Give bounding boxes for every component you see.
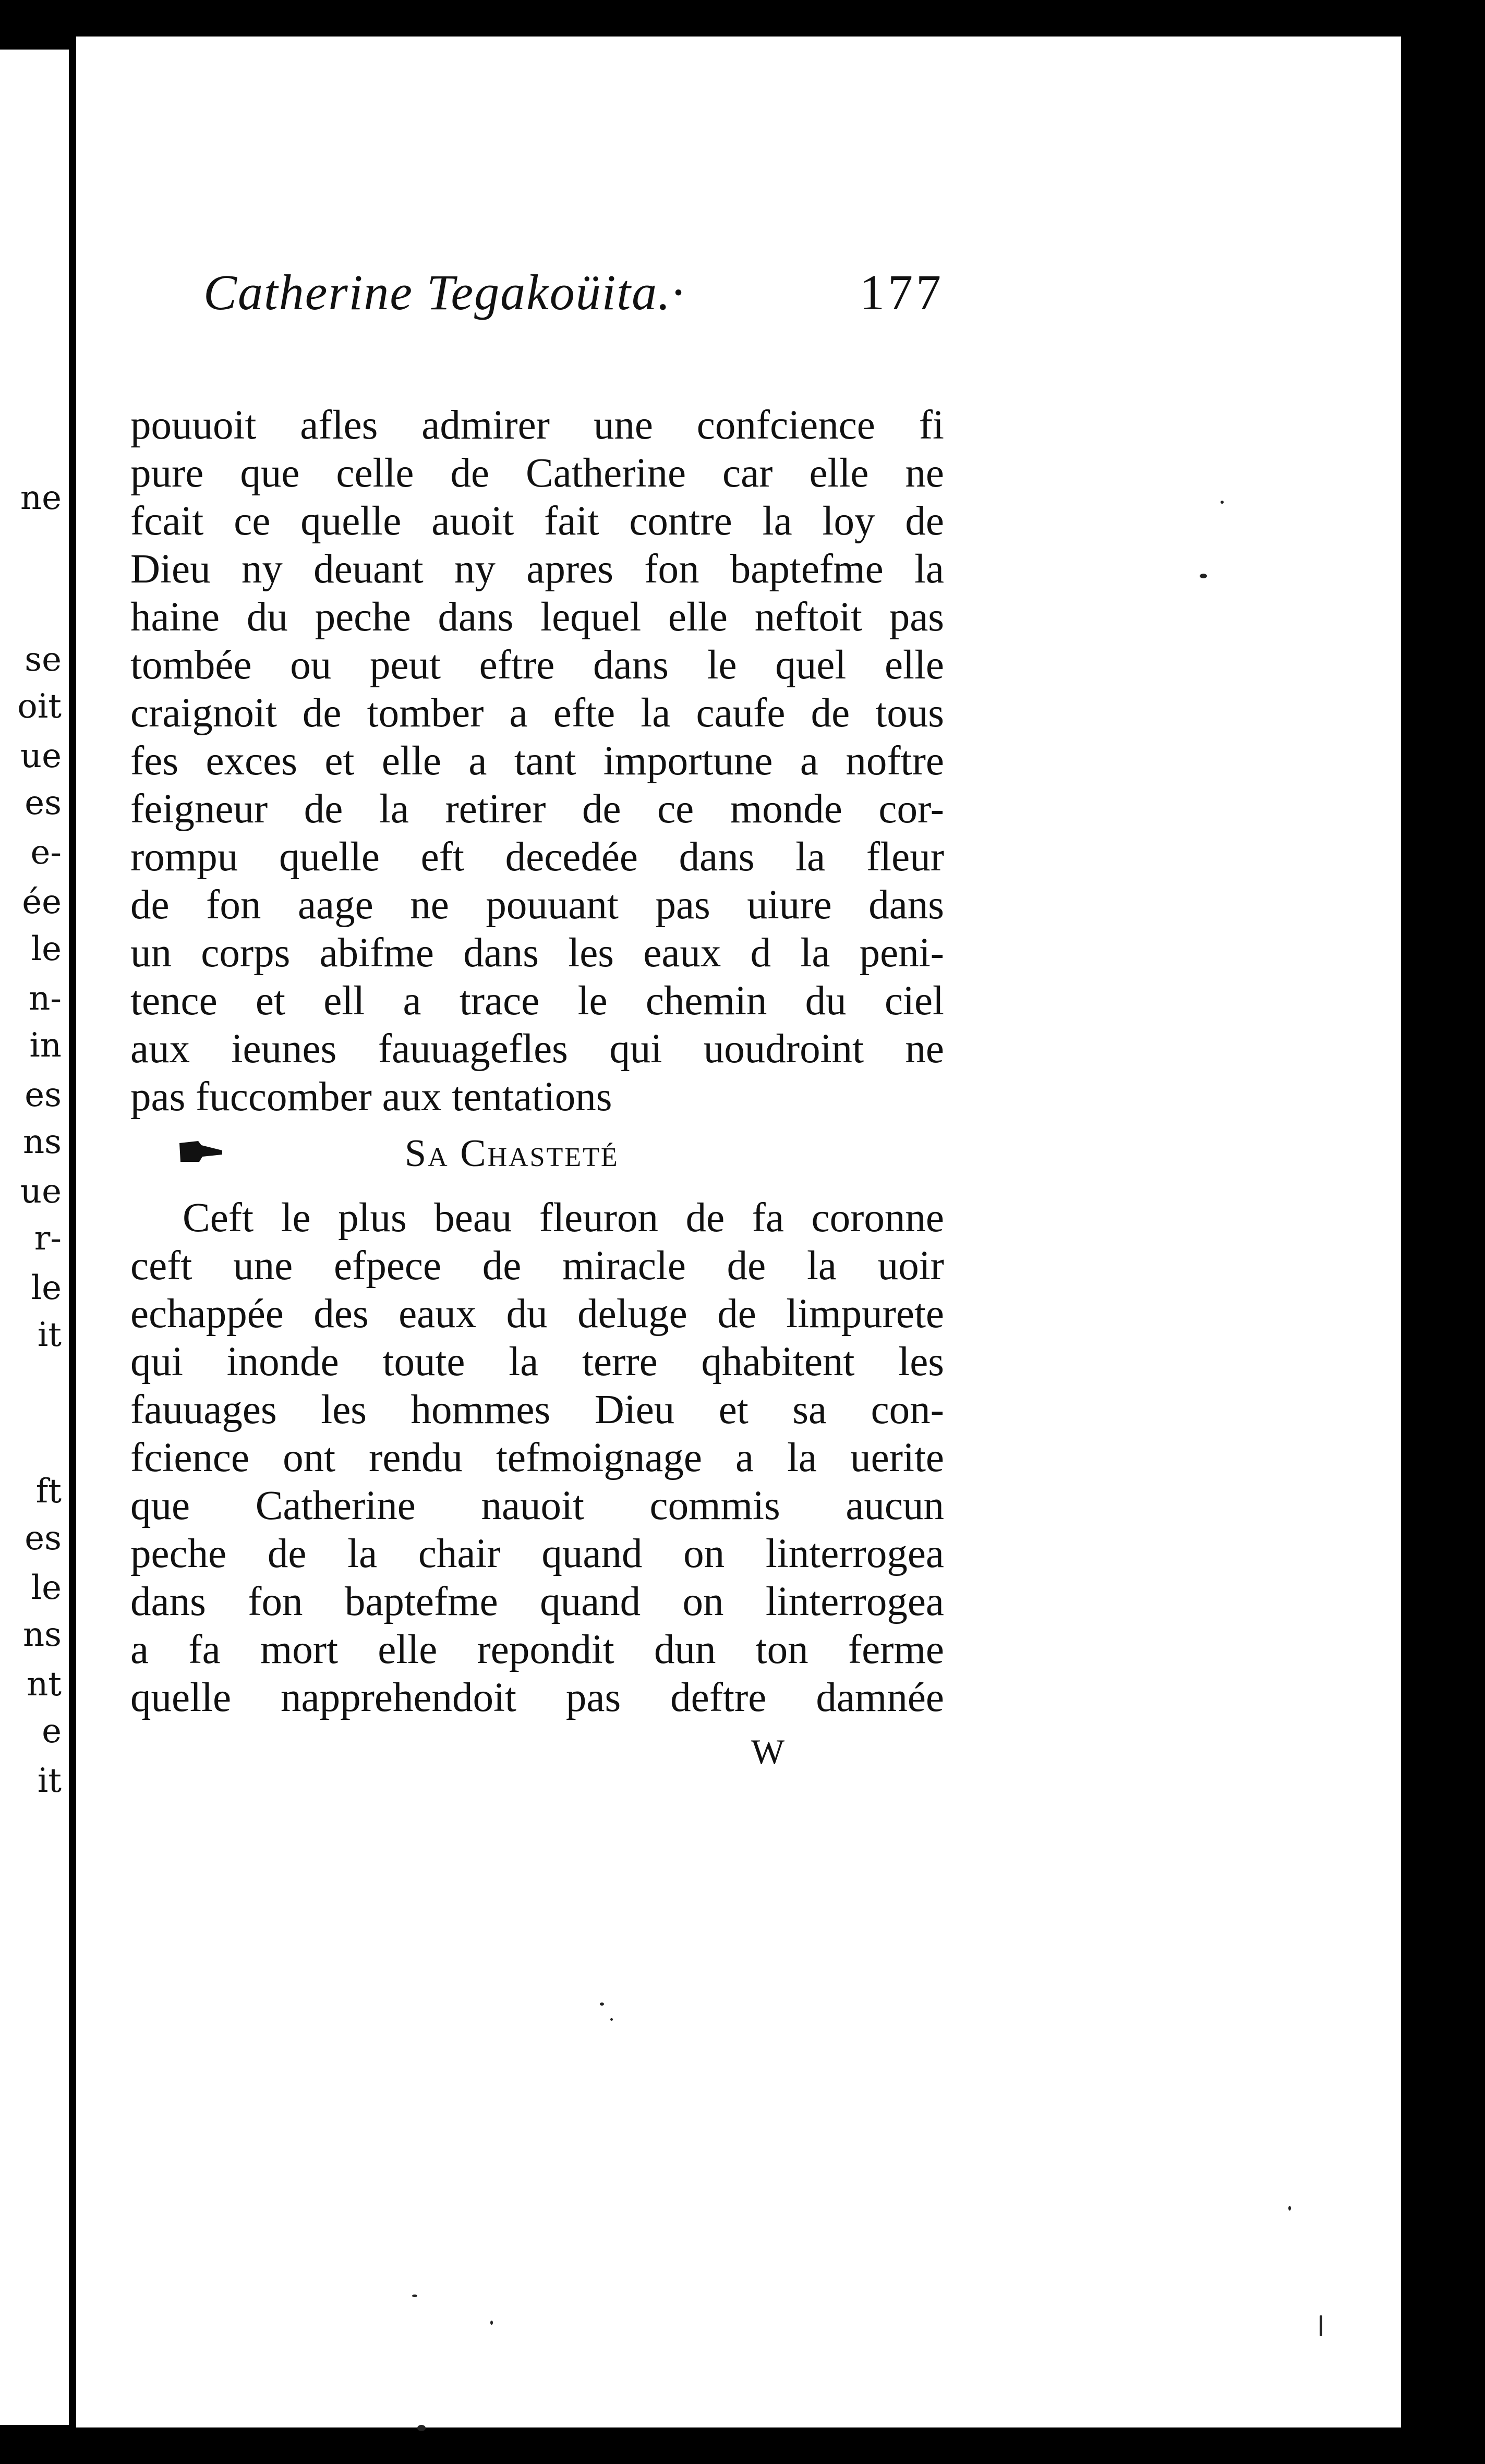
page-number: 177	[860, 264, 944, 320]
adjacent-page-fragment: le	[31, 930, 62, 968]
text-line: fauuages les hommes Dieu et sa con-	[130, 1387, 944, 1433]
adjacent-page-fragment: it	[37, 1762, 62, 1800]
text-line: a fa mort elle repondit dun ton ferme	[130, 1627, 944, 1672]
text-line: quelle napprehendoit pas deftre damnée	[130, 1675, 944, 1720]
running-title: Catherine Tegakoüita.·	[203, 264, 685, 320]
adjacent-page-fragment: ue	[20, 1172, 62, 1211]
text-line: echappée des eaux du deluge de limpurete	[130, 1291, 944, 1337]
scan-speck	[417, 2425, 426, 2431]
adjacent-page-fragment: ft	[35, 1472, 62, 1511]
adjacent-page-fragment: ns	[22, 1616, 62, 1654]
adjacent-page-fragment: ns	[22, 1123, 62, 1161]
adjacent-page-fragment: e-	[30, 833, 62, 872]
scan-speck	[600, 2002, 604, 2006]
text-line: pouuoit afles admirer une confcience fi	[130, 403, 944, 448]
text-line: fcait ce quelle auoit fait contre la loy de	[130, 499, 944, 544]
section-title: Sa Chasteté	[405, 1132, 619, 1175]
adjacent-page-text	[0, 50, 69, 2425]
text-line: fes exces et elle a tant importune a noftre	[130, 738, 944, 784]
text-line: que Catherine nauoit commis aucun	[130, 1483, 944, 1528]
adjacent-page-fragment: nt	[27, 1665, 62, 1704]
paragraph-chastity	[130, 1194, 944, 1722]
book-spine	[69, 47, 76, 2430]
text-line: feigneur de la retirer de ce monde cor-	[130, 786, 944, 832]
text-line: pure que celle de Catherine car elle ne	[130, 451, 944, 496]
adjacent-page-fragment: oit	[17, 687, 62, 726]
adjacent-page-fragment: r-	[34, 1219, 62, 1258]
scan-bottom-edge	[0, 2430, 1485, 2464]
scan-speck	[610, 2018, 613, 2021]
paragraph-conscience	[130, 402, 944, 1121]
scan-speck	[412, 2295, 417, 2297]
text-line: haine du peche dans lequel elle neftoit pas	[130, 594, 944, 640]
adjacent-page-fragment: n-	[29, 979, 62, 1018]
text-line: Dieu ny deuant ny apres fon baptefme la	[130, 547, 944, 592]
adjacent-page-fragment: es	[25, 1076, 62, 1114]
adjacent-page-fragment: ne	[20, 479, 62, 517]
text-line: de fon aage ne pouuant pas uiure dans	[130, 882, 944, 928]
adjacent-page-fragment: le	[31, 1269, 62, 1307]
text-line: dans fon baptefme quand on linterrogea	[130, 1579, 944, 1624]
section-heading	[125, 1132, 944, 1179]
text-line: craignoit de tomber a efte la caufe de tous	[130, 690, 944, 736]
text-line: qui inonde toute la terre qhabitent les	[130, 1339, 944, 1385]
adjacent-page-fragment: ue	[20, 737, 62, 775]
text-line: pas fuccomber aux tentations	[130, 1074, 612, 1120]
adjacent-page-fragment: le	[31, 1569, 62, 1607]
text-line: Ceft le plus beau fleuron de fa coronne	[183, 1195, 944, 1241]
adjacent-page-edge	[0, 50, 69, 2425]
text-line: rompu quelle eft decedée dans la fleur	[130, 834, 944, 880]
scan-speck	[1320, 2315, 1322, 2336]
text-line: un corps abifme dans les eaux d la peni-	[130, 930, 944, 976]
adjacent-page-fragment: es	[25, 1519, 62, 1558]
adjacent-page-fragment: es	[25, 784, 62, 822]
text-line: aux ieunes fauuagefles qui uoudroint ne	[130, 1026, 944, 1072]
scan-speck	[1288, 2206, 1291, 2211]
text-line: peche de la chair quand on linterrogea	[130, 1531, 944, 1576]
text-line: tence et ell a trace le chemin du ciel	[130, 978, 944, 1024]
adjacent-page-fragment: ée	[22, 883, 62, 921]
adjacent-page-fragment: se	[25, 640, 62, 679]
scan-speck	[1221, 501, 1224, 504]
adjacent-page-fragment: e	[42, 1712, 62, 1751]
adjacent-page-fragment: it	[37, 1316, 62, 1354]
running-header	[203, 253, 944, 331]
text-line: tombée ou peut eftre dans le quel elle	[130, 642, 944, 688]
catchword: W	[751, 1732, 786, 1771]
scan-speck	[1200, 574, 1207, 578]
text-line: ceft une efpece de miracle de la uoir	[130, 1243, 944, 1289]
pointing-hand-icon	[177, 1139, 224, 1165]
text-line: fcience ont rendu tefmoignage a la uerite	[130, 1435, 944, 1480]
scan-speck	[490, 2321, 493, 2325]
adjacent-page-fragment: in	[29, 1026, 62, 1065]
